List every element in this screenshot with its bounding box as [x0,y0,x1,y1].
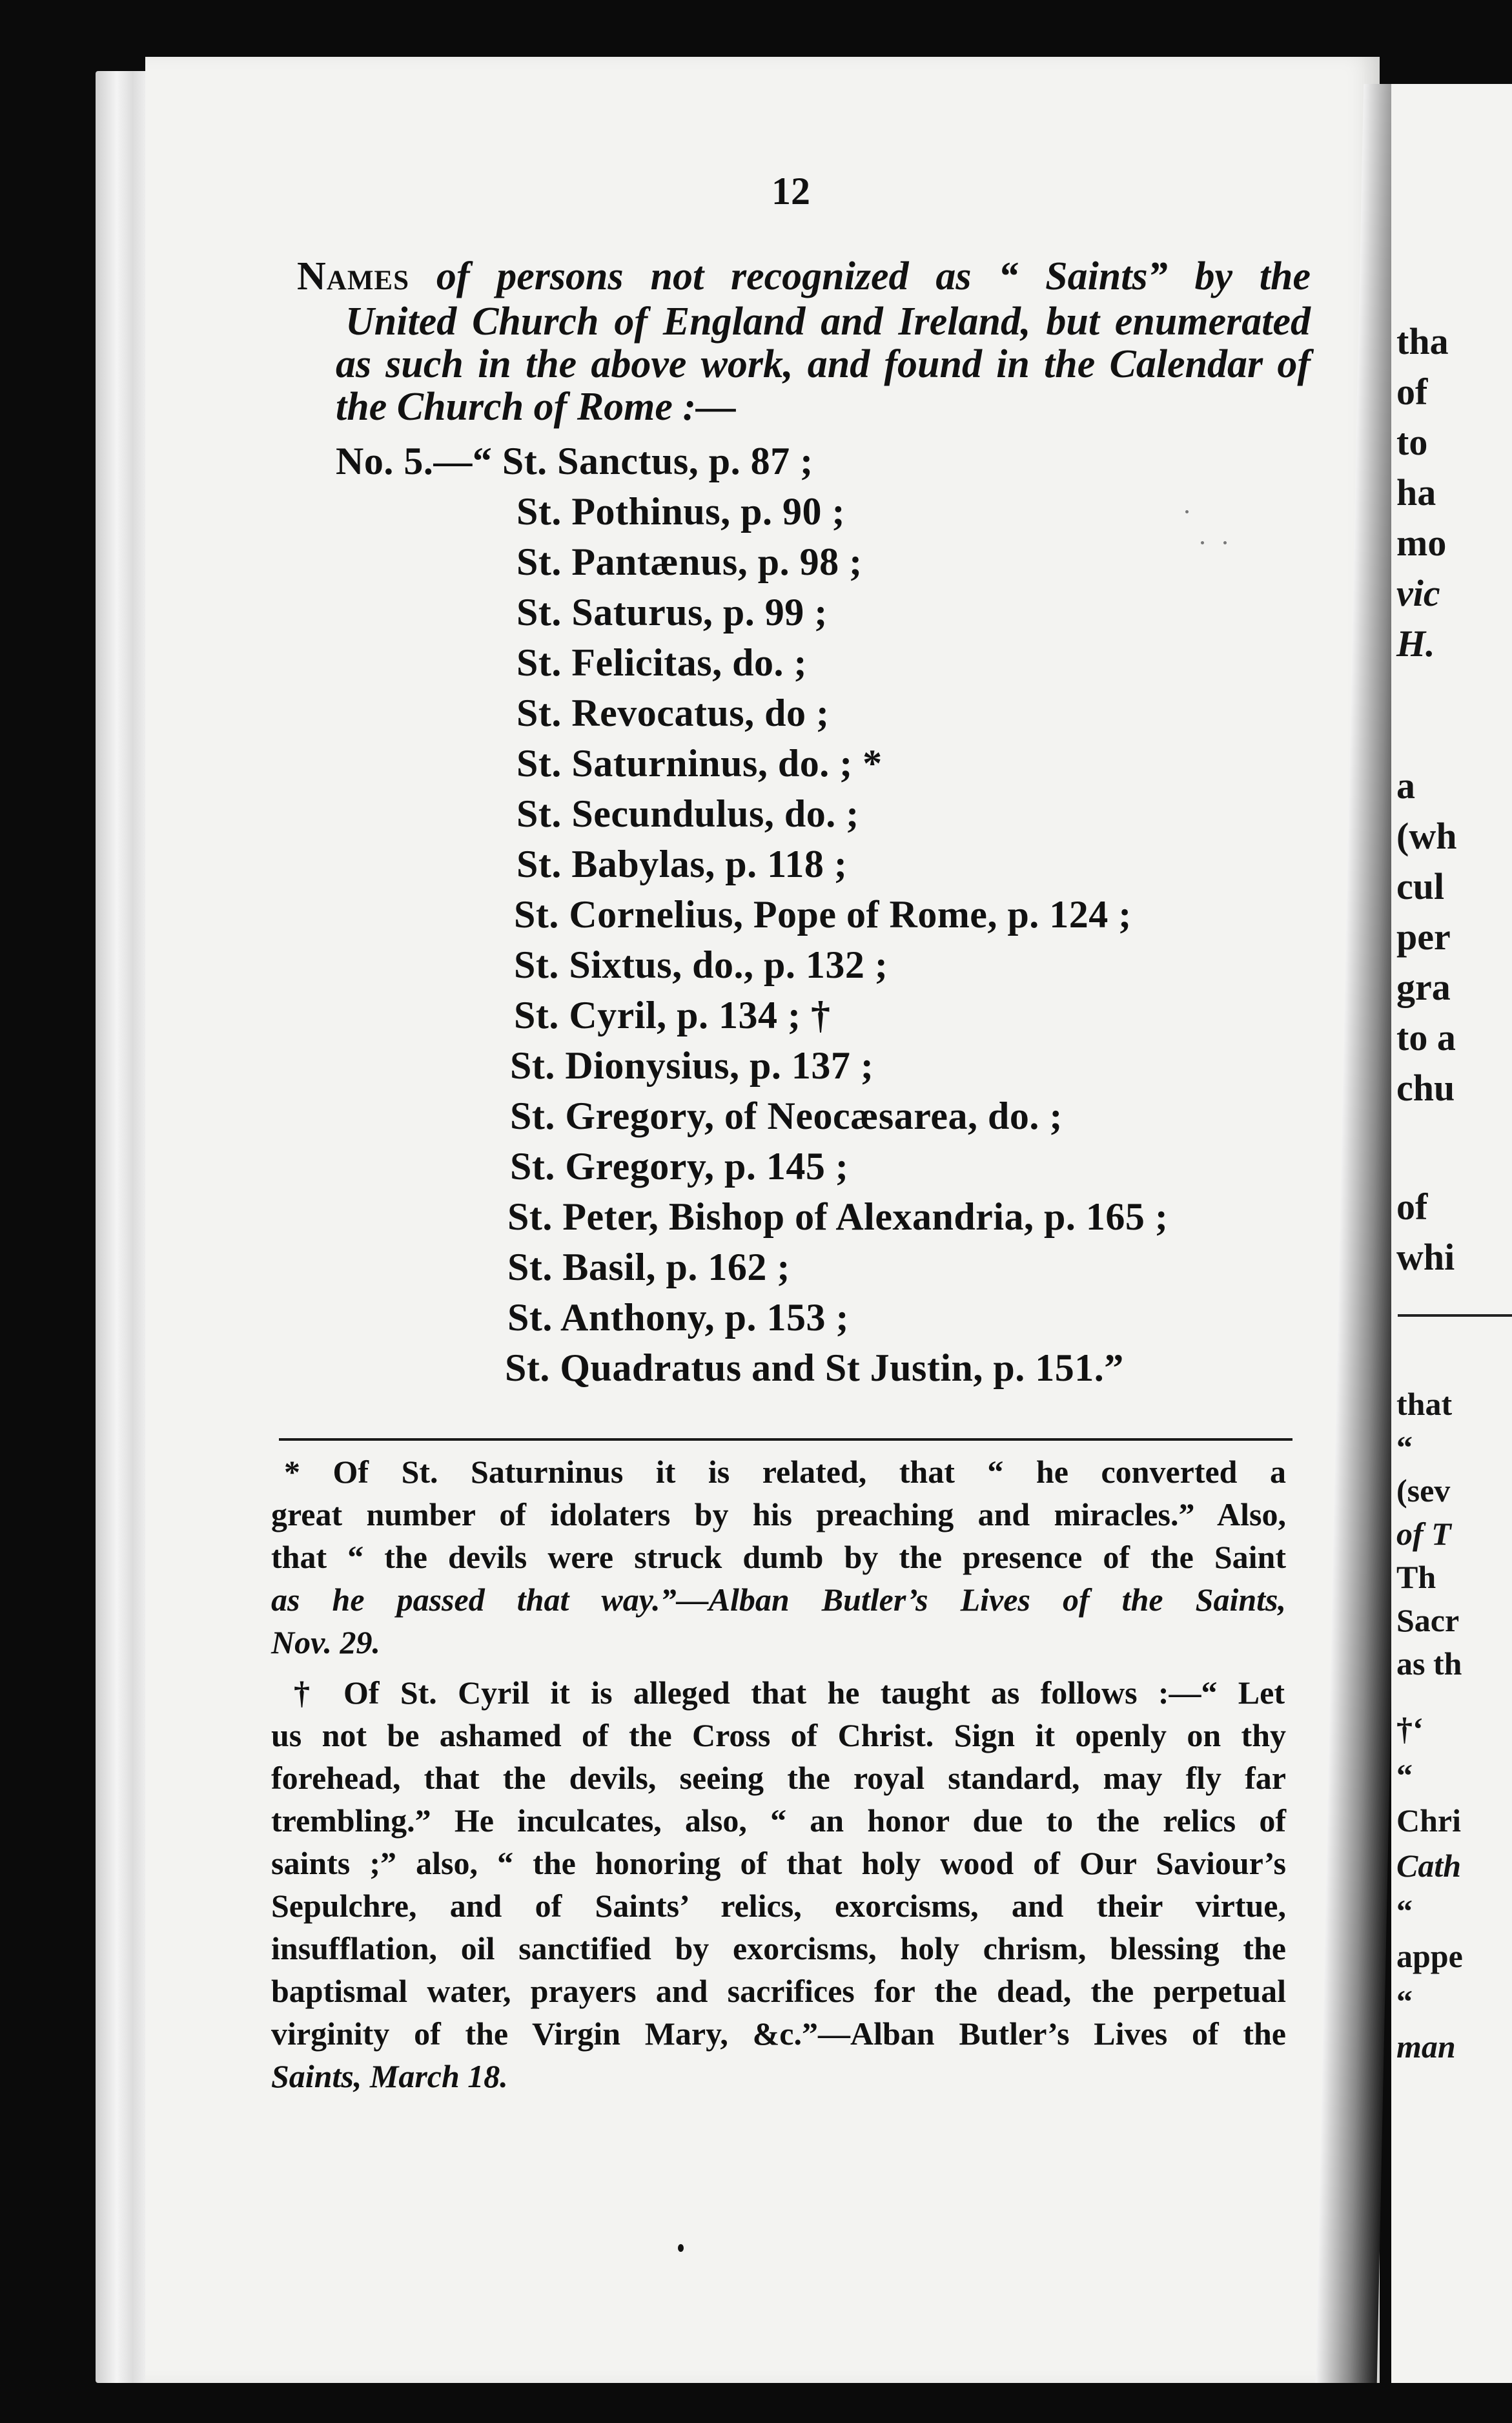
list-item: St. Felicitas, do. ; [516,641,807,684]
facing-page-text: a [1396,765,1415,807]
facing-page-text: that [1396,1386,1453,1422]
facing-page-text: ha [1396,471,1436,513]
facing-page-text: mo [1396,522,1447,564]
facing-page-text: gra [1396,966,1451,1008]
facing-page-text: (sev [1396,1472,1451,1509]
list-item: St. Babylas, p. 118 ; [516,843,848,885]
facing-page-text: whi [1396,1236,1455,1278]
heading-line: United Church of England and Ireland, but enumerated [345,300,1311,344]
facing-page-text: “ [1396,1757,1413,1793]
footnote-line: that “ the devils were struck dumb by the presence of the Saint [271,1539,1286,1575]
facing-page-text: “ [1396,1983,1413,2019]
heading-line: as such in the above work, and found in the Calendar of [336,342,1311,386]
list-item: St. Peter, Bishop of Alexandria, p. 165 ; [507,1195,1169,1238]
list-item: St. Gregory, of Neocæsarea, do. ; [510,1095,1063,1137]
facing-page-text: †‘ [1396,1711,1424,1747]
page-stack-edge [96,71,148,2383]
printer-mark [678,2244,684,2252]
list-item: St. Pothinus, p. 90 ; [516,490,845,533]
facing-page-text: H. [1396,623,1435,665]
facing-page-text: Cath [1396,1848,1462,1884]
facing-page-text: of [1396,1186,1428,1228]
list-item: St. Saturus, p. 99 ; [516,591,828,634]
heading-line: the Church of Rome :— [336,385,737,429]
facing-page-text: as th [1396,1645,1462,1682]
facing-page-text: cul [1396,865,1445,907]
facing-page-rule [1398,1314,1512,1317]
facing-page-text: Sacr [1396,1602,1460,1638]
ink-speck [1201,541,1204,544]
facing-page-text: man [1396,2028,1456,2065]
heading-line [297,255,1311,298]
footnote-line: baptismal water, prayers and sacrifices for the dead, the perpetual [271,1973,1286,2009]
facing-page-text: vic [1396,572,1440,614]
footnote-line: us not be ashamed of the Cross of Christ. Sign it openly on thy [271,1717,1286,1753]
list-item: St. Dionysius, p. 137 ; [510,1044,874,1087]
footnote-line: insufflation, oil sanctified by exorcisms, holy chrism, blessing the [271,1930,1286,1966]
ink-speck [1185,510,1189,513]
list-item: St. Anthony, p. 153 ; [507,1296,849,1339]
list-item: St. Pantænus, p. 98 ; [516,541,863,583]
facing-page-text: to [1396,421,1428,463]
footnote-line: † Of St. Cyril it is alleged that he taught as follows :—“ Let [294,1675,1285,1711]
facing-page-text: (wh [1396,815,1457,857]
facing-page-text: Chri [1396,1802,1461,1839]
list-item: St. Sixtus, do., p. 132 ; [514,943,888,986]
list-item: St. Basil, p. 162 ; [507,1246,790,1288]
facing-page-text: of [1396,371,1428,413]
footnote-line: Nov. 29. [271,1624,380,1660]
facing-page-text: Th [1396,1559,1436,1595]
facing-page-fragment [1391,84,1512,2383]
facing-page-text: “ [1396,1429,1413,1465]
page-number: 12 [771,170,810,212]
list-item: St. Gregory, p. 145 ; [510,1145,849,1188]
footnote-line: forehead, that the devils, seeing the royal standard, may fly far [271,1760,1286,1796]
heading-text: of persons not recognized as “ Saints” by the [436,254,1311,298]
facing-page-text: of T [1396,1516,1451,1552]
facing-page-text: per [1396,916,1451,958]
facing-page-text: “ [1396,1893,1413,1929]
facing-page-text: tha [1396,320,1449,362]
footnote-line: great number of idolaters by his preaching and miracles.” Also, [271,1496,1286,1532]
list-item: St. Cyril, p. 134 ; † [514,994,831,1036]
list-item: St. Cornelius, Pope of Rome, p. 124 ; [514,893,1132,936]
list-item: St. Quadratus and St Justin, p. 151.” [505,1346,1124,1389]
footnote-divider [279,1438,1292,1441]
footnote-line: virginity of the Virgin Mary, &c.”—Alban Butler’s Lives of the [271,2016,1286,2052]
list-item: St. Secundulus, do. ; [516,792,859,835]
footnote-line: Saints, March 18. [271,2058,508,2094]
ink-speck [1223,541,1227,544]
footnote-line: saints ;” also, “ the honoring of that holy wood of Our Saviour’s [271,1845,1286,1881]
footnote-line: Sepulchre, and of Saints’ relics, exorcisms, and their virtue, [271,1888,1286,1924]
heading-lead-word: Names [297,254,410,298]
footnote-line: as he passed that way.”—Alban Butler’s Lives of the Saints, [271,1582,1286,1618]
footnote-line: * Of St. Saturninus it is related, that “ he converted a [284,1454,1286,1490]
facing-page-text: chu [1396,1067,1455,1109]
list-item: No. 5.—“ St. Sanctus, p. 87 ; [336,440,813,482]
footnote-line: trembling.” He inculcates, also, “ an honor due to the relics of [271,1802,1286,1839]
facing-page-text: to a [1396,1016,1456,1058]
facing-page-text: appe [1396,1938,1463,1974]
list-item: St. Saturninus, do. ; * [516,742,883,785]
list-item: St. Revocatus, do ; [516,692,830,734]
